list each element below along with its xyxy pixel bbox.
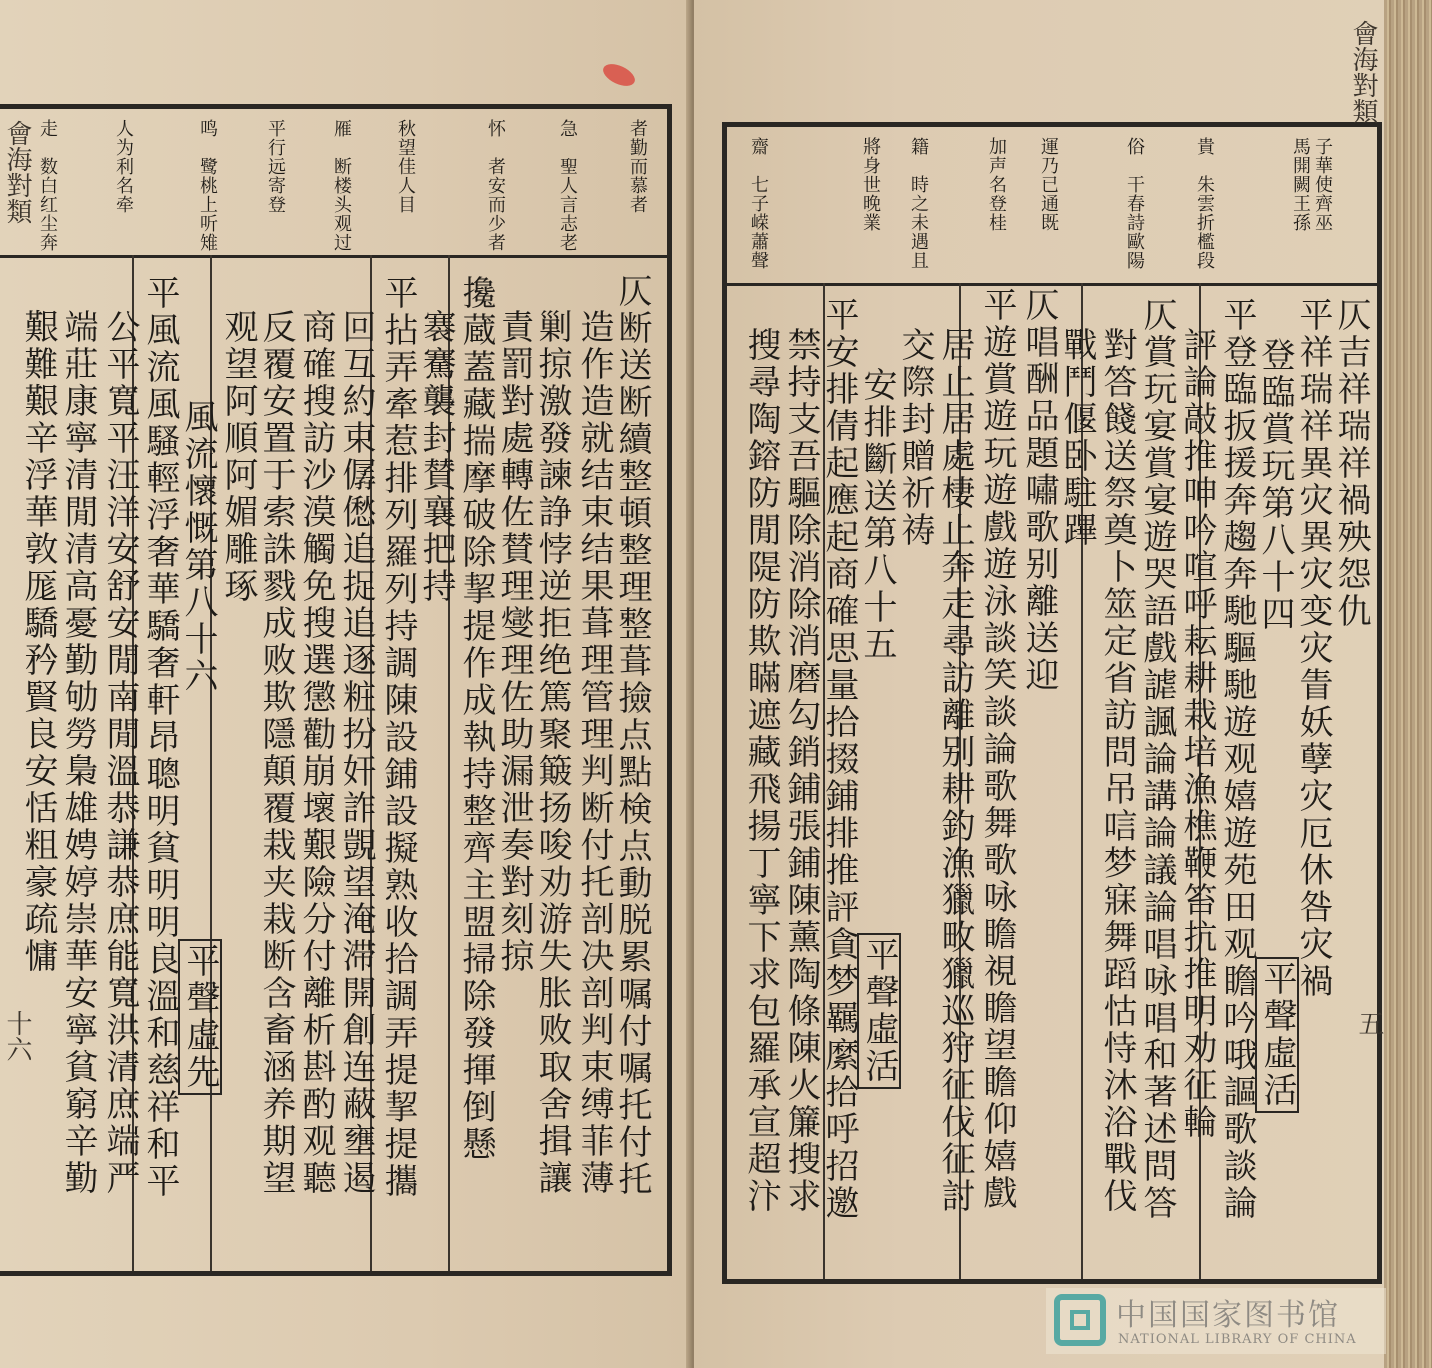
text-column: 回互約束僝僽追捉追逐粧扮奸詐覬望淹滞開創连蔽壅遏 [336,309,376,1197]
header-note: 運乃已通既 [1038,137,1059,232]
header-note: 子華使齊巫 [1312,137,1333,232]
header-note: 鸣 鹭桃上听雉 [197,119,218,252]
text-column: 戰鬥偃卧駐蹕 [1057,327,1097,549]
header-note: 籍 時之未遇且 [908,137,929,270]
text-column: 平安排倩起應起商確思量拾掇鋪排推評貪梦羈縻拾呼招邀 [819,297,859,1222]
library-watermark [1046,1288,1386,1354]
left-page [0,0,690,1368]
header-note: 加声名登桂 [986,137,1007,232]
text-column: 交際封贈祈祷 [895,327,935,549]
text-column: 仄吉祥瑞祥禍殃怨仇 [1331,297,1371,630]
text-column: 平登臨扳援奔趨奔馳驅馳遊观嬉遊苑田观瞻吟哦謳歌談論 [1217,297,1257,1222]
text-column: 褰騫襲封賛襄把持 [416,309,456,605]
section-heading: 登臨賞玩第八十四 [1255,337,1295,633]
text-column: 端莊康寧清閒清高憂勤劬勞梟雄娉婷崇華安寧貧窮辛勤 [58,309,98,1197]
text-column: 對答餞送祭奠卜筮定省訪問吊唁梦寐舞蹈怙恃沐浴戰伐 [1097,327,1137,1215]
text-column: 平風流風騷輕浮奢華驕奢軒昂聰明貧明明良溫和慈祥和平 [140,275,180,1200]
header-note: 貴 朱雲折檻段 [1194,137,1215,270]
text-column: 艱難艱辛浮華敦厖驕矜賢良安恬粗豪疏慵 [18,309,58,975]
text-column: 平祥瑞祥異灾異灾变灾眚妖孽灾厄休咎灾禍 [1293,297,1333,1000]
section-heading: 安排斷送第八十五 [857,367,897,663]
page-number: 五 [1354,1010,1384,1036]
side-title: 會海對類 [1348,20,1378,124]
text-column: 造作造就结束结果葺理管理判断付托剖决剖判束缚菲薄 [574,309,614,1197]
rhyme-category-box: 平聲虛活 [1255,957,1299,1113]
header-note: 人为利名牵 [113,119,134,214]
header-note: 平行远寄登 [265,119,286,214]
text-column: 剿掠激發諫諍悖逆拒绝篤聚簸扬唆劝游失胀败取舍揖讓 [532,309,572,1197]
rhyme-category-box: 平聲虛活 [857,933,901,1089]
right-text-frame [722,122,1382,1284]
section-heading: 風流懷慨第八十六 [178,399,218,695]
text-column: 仄断送断續整頓整理整葺撿点點検点動脱累嘱付嘱托付托 [612,273,652,1198]
header-note: 馬開闕王孫 [1290,137,1311,232]
text-column: 平拈弄牽惹排列羅列持調陳設鋪設擬熟收拾調弄提挈提攜 [378,275,418,1200]
header-note: 怀 者安而少者 [485,119,506,252]
header-note: 秋望佳人目 [395,119,416,214]
text-column: 公平寬平汪洋安舒安閒南閒溫恭謙恭庶能寬洪清庶端严 [100,309,140,1197]
text-column: 禁持支吾驅除消除消磨勾銷鋪張鋪陳薰陶條陳火簾搜求 [781,327,821,1215]
text-column: 反覆安置于索誅戮成败欺隱顛覆栽夹栽断含畜涵养期望 [256,309,296,1197]
header-note: 俗 干春詩歐陽 [1124,137,1145,270]
header-note: 將身世晚業 [860,137,881,232]
left-text-frame [0,104,672,1276]
book-page-edges [1384,0,1432,1368]
header-note: 者勤而慕者 [627,119,648,214]
watermark-title: 中国国家图书馆 [1116,1298,1340,1333]
watermark-subtitle: NATIONAL LIBRARY OF CHINA [1118,1332,1357,1347]
header-note: 走 数白红尘奔 [37,119,58,252]
text-column: 商確搜訪沙漠觸免搜選懲勸崩壞艱險分付離析斟酌观聽 [296,309,336,1197]
text-column: 仄賞玩宴賞宴遊哭語戲謔諷論講論議論唱咏唱和著述問答 [1137,297,1177,1222]
rhyme-category-box: 平聲虛先 [178,939,222,1095]
red-seal-mark [600,60,638,91]
text-column: 仄唱酬品題嘯歌别離送迎 [1019,287,1059,694]
right-header-band [727,127,1377,286]
page-number: 十六 [2,1010,32,1062]
side-title: 會海對類 [2,120,32,224]
library-logo-icon [1054,1294,1106,1346]
text-column: 攙蔵蓋藏揣摩破除挈提作成執持整齊主盟掃除發揮倒懸 [456,275,496,1163]
header-note: 雁 断楼头观过 [331,119,352,252]
text-column: 評論敲推呻吟喧呼耘耕栽培漁樵鞭笞抗推明劝征輪 [1177,327,1217,1141]
header-note: 齋 七子嵘蕭聲 [748,137,769,270]
left-header-band [0,109,667,258]
right-page [694,0,1384,1368]
text-column: 平遊賞遊玩遊戲遊泳談笑談論歌舞歌咏瞻視瞻望瞻仰嬉戲 [977,287,1017,1212]
text-column: 責罰對處轉佐賛理燮理佐助漏泄奏對刻掠 [494,309,534,975]
text-column: 观望阿順阿媚雕琢 [218,309,258,605]
header-note: 急 聖人言志老 [557,119,578,252]
text-column: 搜尋陶鎔防閒隄防欺瞞遮藏飛揚丁寧下求包羅承宣超汴 [741,327,781,1215]
text-column: 居止居處棲止奔走尋訪離别耕釣漁獵畋獵巡狩征伐征討 [935,327,975,1215]
